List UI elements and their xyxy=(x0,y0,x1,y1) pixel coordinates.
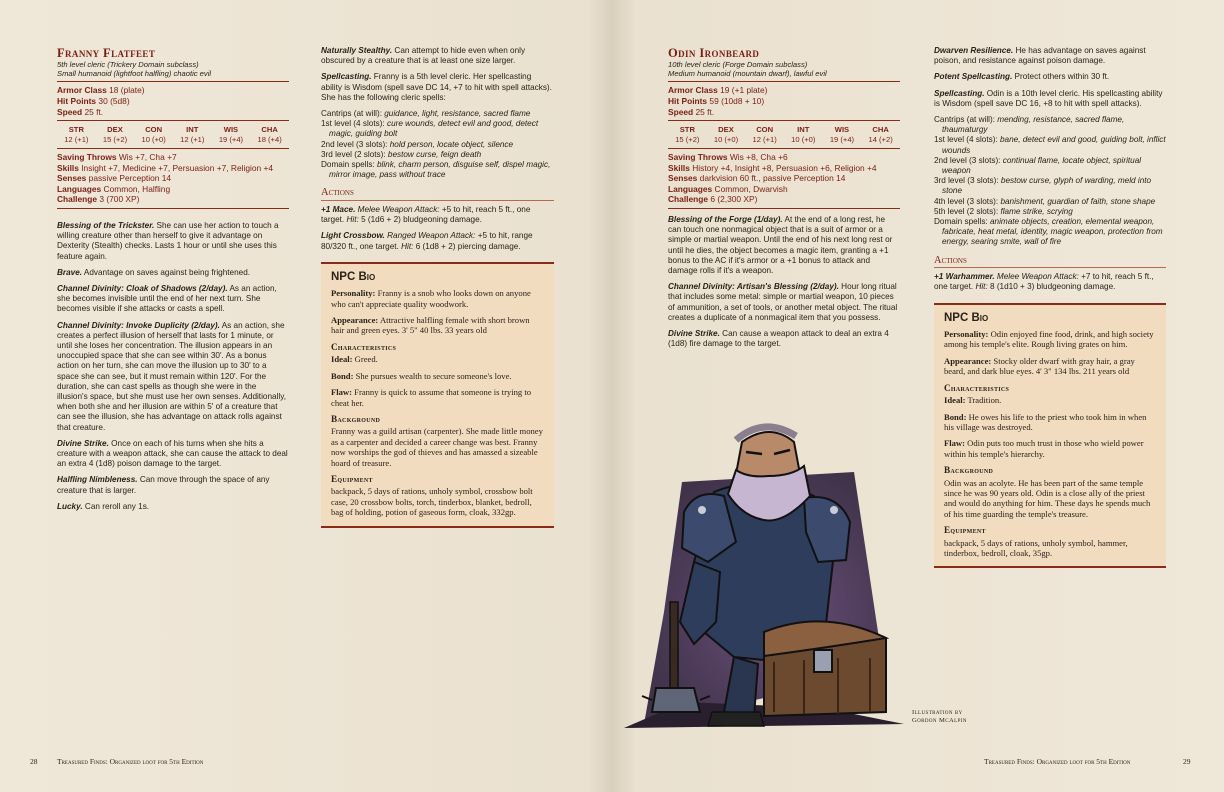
actions-heading: Actions xyxy=(934,254,967,266)
trait: Channel Divinity: Cloak of Shadows (2/day). As an action, she becomes invisible until the end of her next turn. She becomes visible if she attacks or casts a spell. xyxy=(57,283,277,314)
franny-statblock-continued xyxy=(321,46,554,528)
ability-con: CON 12 (+1) xyxy=(752,125,777,144)
bio-equipment: backpack, 5 days of rations, unholy symbol, crossbow bolt case, 20 crossbow bolts, torch, tinderbox, blanket, bedroll, bag of holding, potion of gaseous form, cloak, 332gp. xyxy=(331,486,533,518)
footer-page-number-left: 28 xyxy=(30,757,38,766)
ability-int: INT 12 (+1) xyxy=(180,125,205,144)
ability-str: STR 15 (+2) xyxy=(675,125,700,144)
bio-ideal: Ideal: Greed. xyxy=(331,354,378,365)
dwarf-cleric-illustration xyxy=(624,412,912,732)
npc-type: Medium humanoid (mountain dwarf), lawful evil xyxy=(668,69,827,79)
action: +1 Warhammer. Melee Weapon Attack: +7 to hit, reach 5 ft., one target. Hit: 8 (1d10 + 3) bludgeoning damage. xyxy=(934,272,1154,292)
trait: Halfling Nimbleness. Can move through the space of any creature that is larger. xyxy=(57,475,270,495)
npc-name: Franny Flatfeet xyxy=(57,46,156,60)
trait: Spellcasting. Franny is a 5th level cleric. Her spellcasting ability is Wisdom (spell save DC 14, +7 to hit with spell attacks). She has the following cleric spells: xyxy=(321,72,552,102)
bio-personality: Personality: Odin enjoyed fine food, drink, and high society among his temple's elite. Rough living grates on him. xyxy=(944,329,1154,350)
bio-appearance: Appearance: Attractive halfling female with short brown hair and green eyes. 3' 5" 40 lbs. 33 years old xyxy=(331,315,530,336)
bio-equipment: backpack, 5 days of rations, unholy symbol, hammer, tinderbox, bedroll, cloak, 35gp. xyxy=(944,537,1128,558)
characteristics-heading: Characteristics xyxy=(331,341,397,352)
divider xyxy=(321,200,554,201)
odin-statblock xyxy=(668,46,900,355)
ability-scores xyxy=(57,125,289,144)
skills: Skills History +4, Insight +8, Persuasion +6, Religion +4 xyxy=(668,162,877,173)
footer-title-left: Treasured Finds: Organized loot for 5th Edition xyxy=(57,757,204,766)
spell-row: 4th level (3 slots): banishment, guardian of faith, stone shape xyxy=(934,196,1156,206)
spell-row: 3rd level (3 slots): bestow curse, glyph of warding, meld into stone xyxy=(934,176,1152,196)
action: Light Crossbow. Ranged Weapon Attack: +5 to hit, range 80/320 ft., one target. Hit: 6 (1d8 + 2) piercing damage. xyxy=(321,231,533,251)
equipment-heading: Equipment xyxy=(331,473,373,484)
ability-dex: DEX 15 (+2) xyxy=(102,125,128,144)
npc-subtitle: 10th level cleric (Forge Domain subclass) xyxy=(668,60,808,69)
npc-bio-box xyxy=(934,303,1166,569)
bio-flaw: Flaw: Franny is quick to assume that someone is trying to cheat her. xyxy=(331,387,532,408)
divider xyxy=(57,148,289,149)
trait: Blessing of the Trickster. She can use her action to touch a willing creature other than herself to give it advantage on Dexterity (Stealth) checks. Lasts 1 hour or until she uses this feature again. xyxy=(57,220,279,261)
ability-dex: DEX 10 (+0) xyxy=(713,125,739,144)
bio-appearance: Appearance: Stocky older dwarf with gray hair, a gray beard, and dark blue eyes. 4' 3" 134 lbs. 211 years old xyxy=(944,355,1135,377)
spell-row: 3rd level (2 slots): bestow curse, feign death xyxy=(321,149,482,159)
divider xyxy=(57,81,289,82)
ability-cha: CHA 18 (+4) xyxy=(257,125,282,144)
illustration-credit xyxy=(912,709,967,725)
footer-page-number-right: 29 xyxy=(1183,757,1191,766)
bio-flaw: Flaw: Odin puts too much trust in those who wield power within his temple's hierarchy. xyxy=(944,438,1144,459)
trait: Divine Strike. Once on each of his turns when she hits a creature with a weapon attack, she can cause the attack to deal an extra 4 (1d8) poison damage to the target. xyxy=(57,438,288,469)
background-heading: Background xyxy=(944,465,994,476)
languages: Languages Common, Halfling xyxy=(57,183,171,194)
bio-bond: Bond: He owes his life to the priest who took him in when his village was destroyed. xyxy=(944,411,1147,432)
divider xyxy=(57,208,289,209)
bio-ideal: Ideal: Tradition. xyxy=(944,395,1002,406)
trait: Dwarven Resilience. He has advantage on saves against poison, and resistance against poison damage. xyxy=(934,46,1146,66)
actions-heading: Actions xyxy=(321,187,354,199)
languages: Languages Common, Dwarvish xyxy=(668,183,788,194)
npc-bio-box xyxy=(321,262,554,528)
trait: Lucky. Can reroll any 1s. xyxy=(57,501,150,511)
characteristics-heading: Characteristics xyxy=(944,382,1010,393)
trait: Brave. Advantage on saves against being frightened. xyxy=(57,267,251,277)
credit-line: Illustration by xyxy=(912,709,963,716)
odin-statblock-continued xyxy=(934,46,1166,568)
bio-title: NPC Bio xyxy=(331,270,376,283)
spell-list xyxy=(934,115,1166,248)
npc-name: Odin Ironbeard xyxy=(668,46,760,60)
action: +1 Mace. Melee Weapon Attack: +5 to hit, reach 5 ft., one target. Hit: 5 (1d6 + 2) bludgeoning damage. xyxy=(321,205,531,225)
spell-row: 1st level (4 slots): bane, detect evil and good, guiding bolt, inflict wounds xyxy=(934,135,1166,155)
speed: Speed 25 ft. xyxy=(57,106,104,117)
spell-row: 1st level (4 slots): cure wounds, detect evil and good, detect magic, guiding bolt xyxy=(321,119,539,139)
divider xyxy=(668,208,900,209)
trait: Divine Strike. Can cause a weapon attack to deal an extra 4 (1d8) fire damage to the target. xyxy=(668,329,889,349)
spell-row: Domain spells: blink, charm person, disguise self, dispel magic, mirror image, pass without trace xyxy=(321,160,551,180)
ability-con: CON 10 (+0) xyxy=(141,125,166,144)
ability-scores xyxy=(668,125,900,144)
divider xyxy=(57,120,289,121)
challenge: Challenge 6 (2,300 XP) xyxy=(668,194,758,205)
hit-points: Hit Points 59 (10d8 + 10) xyxy=(668,96,765,106)
speed: Speed 25 ft. xyxy=(668,106,715,117)
trait: Potent Spellcasting. Protect others within 30 ft. xyxy=(934,72,1110,82)
saving-throws: Saving Throws Wis +8, Cha +6 xyxy=(668,152,788,162)
hit-points: Hit Points 30 (5d8) xyxy=(57,96,130,106)
franny-statblock xyxy=(57,46,289,518)
spell-row: Cantrips (at will): mending, resistance, sacred flame, thaumaturgy xyxy=(934,115,1125,135)
spell-row: Cantrips (at will): guidance, light, resistance, sacred flame xyxy=(321,109,531,119)
trait: Channel Divinity: Artisan's Blessing (2/day). Hour long ritual that includes some metal: simple or martial weapon, 10 pieces of ammunition, a set of tools, or another metal object. The ritual creates a duplicate of a nonmagical item that you possess. xyxy=(668,282,898,322)
trait: Blessing of the Forge (1/day). At the end of a long rest, he can touch one nonmagical object that is a suit of armor or a simple or martial weapon. Until the end of his next long rest or until he dies, the object becomes a magic item, granting a +1 bonus to the AC if it's armor or a +1 bonus to attack and damage rolls if it's a weapon. xyxy=(668,214,893,275)
divider xyxy=(668,148,900,149)
trait: Spellcasting. Odin is a 10th level cleric. His spellcasting ability is Wisdom (spell save DC 16, +8 to hit with spell attacks). xyxy=(934,88,1163,108)
ability-wis: WIS 19 (+4) xyxy=(218,125,244,144)
npc-type: Small humanoid (lightfoot halfling) chaotic evil xyxy=(57,69,212,79)
divider xyxy=(934,267,1166,268)
spell-row: 2nd level (3 slots): hold person, locate object, silence xyxy=(321,139,514,149)
divider xyxy=(668,120,900,121)
armor-class: Armor Class 19 (+1 plate) xyxy=(668,85,768,96)
equipment-heading: Equipment xyxy=(944,525,986,536)
background-heading: Background xyxy=(331,413,381,424)
footer-title-right: Treasured Finds: Organized loot for 5th Edition xyxy=(984,757,1131,766)
bio-title: NPC Bio xyxy=(944,311,989,324)
bio-background: Odin was an acolyte. He has been part of the same temple since he was 90 years old. Odin is a close ally of the priest and would do anything for him. These days he spends much of his time guarding the temple's treasure. xyxy=(944,477,1151,519)
bio-personality: Personality: Franny is a snob who looks down on anyone who can't appreciate quality woodwork. xyxy=(331,288,531,309)
divider xyxy=(668,81,900,82)
bio-bond: Bond: She pursues wealth to secure someone's love. xyxy=(331,370,512,381)
senses: Senses darkvision 60 ft., passive Perception 14 xyxy=(668,173,846,184)
senses: Senses passive Perception 14 xyxy=(57,173,172,184)
saving-throws: Saving Throws Wis +7, Cha +7 xyxy=(57,152,177,162)
ability-cha: CHA 14 (+2) xyxy=(868,125,893,144)
spell-row: 2nd level (3 slots): continual flame, locate object, spiritual weapon xyxy=(934,155,1142,176)
bio-background: Franny was a guild artisan (carpenter). She made little money as a carpenter and decided a career change was best. Franny now worships the god of thieves and has amassed a sizeable hoard of treasure. xyxy=(331,426,543,468)
trait: Naturally Stealthy. Can attempt to hide even when only obscured by a creature that is at least one size larger. xyxy=(321,46,526,66)
spell-row: Domain spells: animate objects, creation, elemental weapon, fabricate, heat metal, identity, magic weapon, protection from energy, searing smite, wall of fire xyxy=(934,217,1163,247)
challenge: Challenge 3 (700 XP) xyxy=(57,194,140,205)
spell-list xyxy=(321,109,554,180)
ability-wis: WIS 19 (+4) xyxy=(829,125,855,144)
ability-str: STR 12 (+1) xyxy=(64,125,89,144)
skills: Skills Insight +7, Medicine +7, Persuasion +7, Religion +4 xyxy=(57,162,274,173)
credit-artist: Gordon McAlpin xyxy=(912,717,967,724)
ability-int: INT 10 (+0) xyxy=(791,125,816,144)
npc-subtitle: 5th level cleric (Trickery Domain subclass) xyxy=(57,60,199,69)
trait: Channel Divinity: Invoke Duplicity (2/day). As an action, she creates a perfect illusion of herself that lasts for 1 minute, or until she loses her concentration. The illusion appears in an unoccupied space that she can see within 30'. As a bonus action on her turn, she can move the illusion up to 30' to a space she can see, but it must remain within 120'. For the duration, she can cast spells as though she were in the illusion's space, but she must use her own senses. Additionally, when both she and her illusion are within 5' of a creature that can see the illusion, she has advantage on attack rolls against that creature. xyxy=(57,320,286,432)
spell-row: 5th level (2 slots): flame strike, scrying xyxy=(934,206,1073,216)
armor-class: Armor Class 18 (plate) xyxy=(57,85,145,96)
